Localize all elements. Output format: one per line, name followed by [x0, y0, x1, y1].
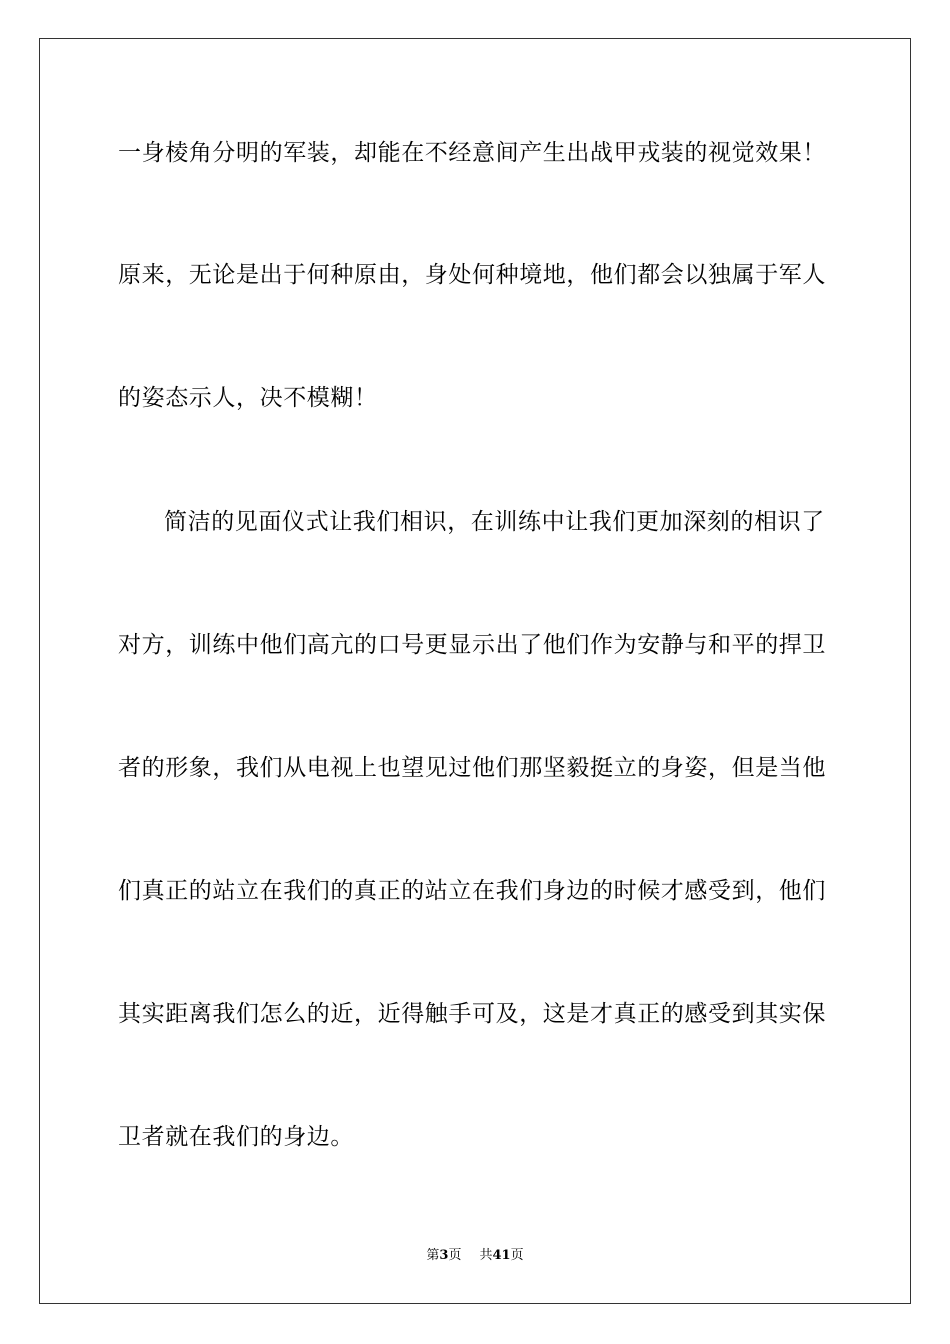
- paragraph-line: 其实距离我们怎么的近，近得触手可及，这是才真正的感受到其实保: [118, 1001, 826, 1027]
- total-suffix: 页: [510, 1248, 524, 1263]
- paragraph-line: 卫者就在我们的身边。: [118, 1124, 354, 1150]
- total-prefix: 共: [479, 1248, 493, 1263]
- paragraph-line: 们真正的站立在我们的真正的站立在我们身边的时候才感受到，他们: [118, 878, 826, 904]
- page-border: [39, 38, 911, 1304]
- page-prefix: 第: [426, 1248, 440, 1263]
- paragraph-line: 简洁的见面仪式让我们相识，在训练中让我们更加深刻的相识了: [164, 509, 825, 535]
- page-number: 3: [439, 1248, 449, 1263]
- paragraph-line: 的姿态示人，决不模糊！: [118, 385, 378, 411]
- paragraph-line: 对方，训练中他们高亢的口号更显示出了他们作为安静与和平的捍卫: [118, 632, 826, 658]
- paragraph-line: 一身棱角分明的军装，却能在不经意间产生出战甲戎装的视觉效果！: [118, 140, 826, 166]
- paragraph-line: 原来，无论是出于何种原由，身处何种境地，他们都会以独属于军人: [118, 262, 826, 288]
- total-pages: 41: [492, 1248, 511, 1263]
- page-footer: [0, 1247, 950, 1265]
- paragraph-line: 者的形象，我们从电视上也望见过他们那坚毅挺立的身姿，但是当他: [118, 755, 826, 781]
- page-suffix: 页: [448, 1248, 462, 1263]
